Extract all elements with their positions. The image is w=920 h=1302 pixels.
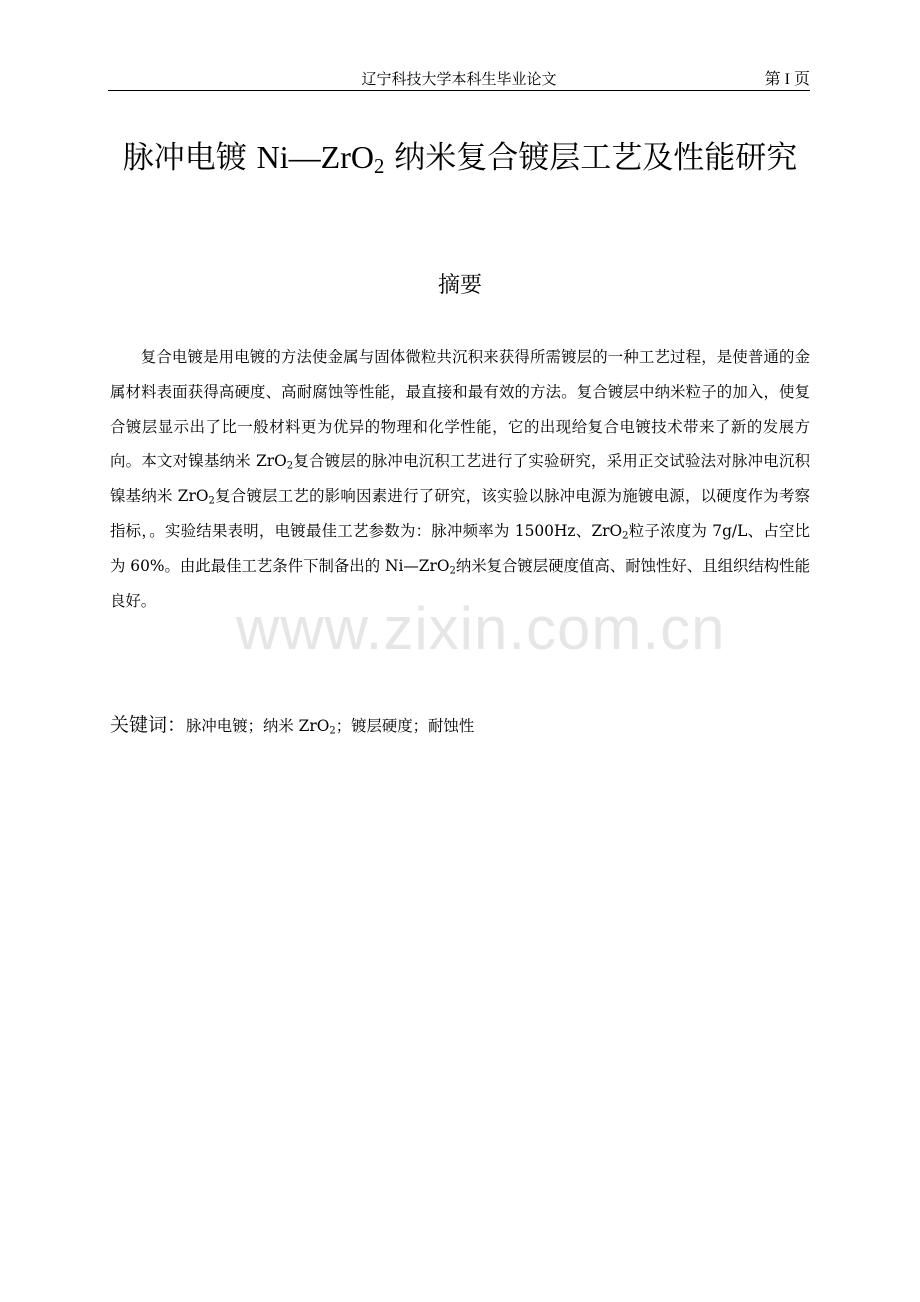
header-page-number: 第 I 页 xyxy=(764,71,810,88)
keywords-label: 关键词： xyxy=(110,714,187,736)
header-university: 辽宁科技大学本科生毕业论文 xyxy=(361,72,557,88)
keywords-text-2: ；镀层硬度；耐蚀性 xyxy=(335,717,475,735)
page-header xyxy=(108,62,810,91)
title-formula: Ni—ZrO$_2$ xyxy=(256,139,385,179)
paper-title xyxy=(100,132,820,183)
title-part-3: 纳米复合镀层工艺及性能研究 xyxy=(384,140,798,176)
abstract-body: 复合电镀是用电镀的方法使金属与固体微粒共沉积来获得所需镀层的一种工艺过程，是使普通的金属材料表面获得高硬度、高耐腐蚀等性能，最直接和最有效的方法。复合镀层中纳米粒子的加入，使复合镀层显示出了比一般材料更为优异的物理和化学性能，它的出现给复合电镀技术带来了新的发展方向。本文对镍基纳米 ZrO$_2$复合镀层的脉冲电沉积工艺进行了实验研究，采用正交试验法对脉冲电沉积镍基纳米 ZrO$_2$复合镀层工艺的影响因素进行了研究，该实验以脉冲电源为施镀电源，以硬度作为考察指标，。实验结果表明，电镀最佳工艺参数为：脉冲频率为 1500Hz、ZrO$_2$粒子浓度为 7g/L、占空比为 60%。由此最佳工艺条件下制备出的 Ni—ZrO$_2$纳米复合镀层硬度值高、耐蚀性好、且组织结构性能良好。 xyxy=(110,348,810,610)
abstract-heading: 摘要 xyxy=(437,273,482,298)
watermark: www.zixin.com.cn xyxy=(236,595,726,662)
keywords-line: 关键词：脉冲电镀；纳米 ZrO$_2$；镀层硬度；耐蚀性 xyxy=(110,714,475,737)
keywords-text-1: 脉冲电镀；纳米 ZrO xyxy=(186,717,330,735)
title-part-1: 脉冲电镀 xyxy=(122,140,257,176)
